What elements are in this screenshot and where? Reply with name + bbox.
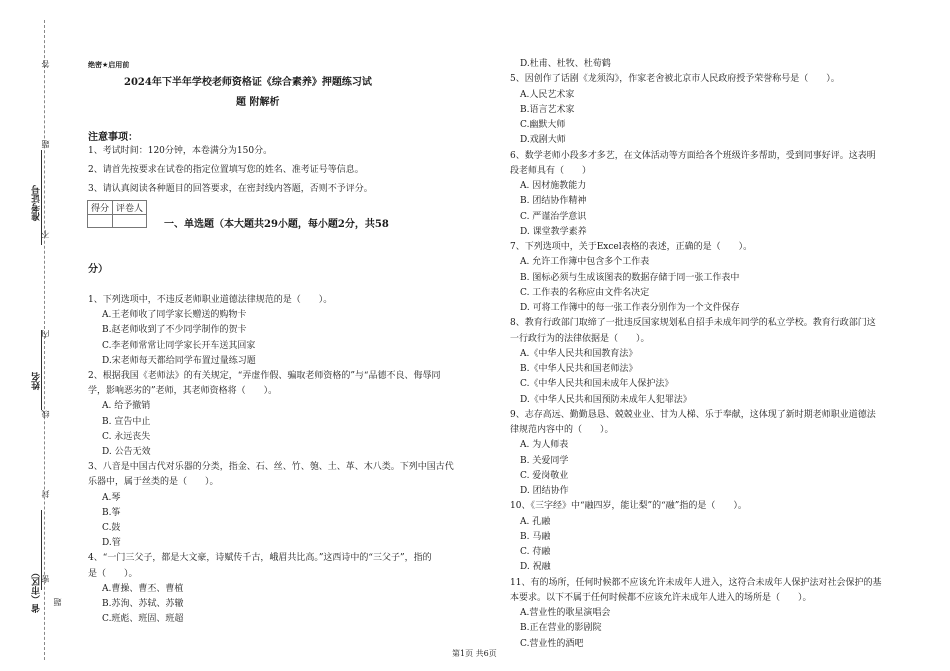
answer-option[interactable]: B.正在营业的影剧院 — [520, 623, 602, 634]
answer-option[interactable]: B. 宣告中止 — [102, 416, 151, 427]
seal-char: 不 — [41, 230, 50, 238]
answer-option[interactable]: B. 关爱同学 — [520, 455, 569, 466]
answer-option[interactable]: C.鼓 — [102, 523, 121, 533]
page-footer: 第1页 共6页 — [452, 649, 497, 658]
answer-option[interactable]: B.苏洵、苏轼、苏辙 — [102, 599, 184, 609]
answer-option[interactable]: B.筝 — [102, 507, 121, 518]
name-label: 姓名 — [32, 372, 42, 390]
question-stem: 是（ ）。 — [88, 568, 138, 579]
answer-no-field — [41, 150, 42, 245]
province-field — [41, 510, 42, 590]
answer-option[interactable]: A.曹操、曹丕、曹植 — [102, 583, 184, 594]
seal-char: 线 — [41, 410, 50, 418]
answer-option[interactable]: B. 马融 — [520, 531, 551, 542]
answer-option[interactable]: A. 因材施教能力 — [520, 181, 587, 191]
answer-option[interactable]: C.《中华人民共和国未成年人保护法》 — [520, 379, 674, 390]
answer-option[interactable]: A.琴 — [102, 492, 121, 503]
question-stem: 乐器中，属于丝类的是（ ）。 — [88, 477, 219, 488]
question-stem: 2、根据我国《老师法》的有关规定，“弄虚作假、骗取老师资格的”与“品德不良、侮辱同 — [88, 371, 441, 381]
answer-option[interactable]: B.语言艺术家 — [520, 104, 575, 115]
answer-option[interactable]: A.王老师收了同学家长赠送的购物卡 — [102, 310, 247, 321]
question-stem: 一行政行为的法律依据是（ ）。 — [510, 333, 650, 344]
seal-char: 封 — [41, 490, 50, 498]
seal-char: 答 — [41, 60, 50, 68]
question-stem: 律规范内容中的（ ）。 — [510, 425, 614, 435]
seal-char: 题 — [53, 598, 62, 606]
answer-option[interactable]: D. 公告无效 — [102, 447, 151, 457]
seal-char: 内 — [41, 330, 50, 338]
answer-option[interactable]: C. 永远丧失 — [102, 431, 151, 442]
answer-option[interactable]: C. 工作表的名称应由文件名决定 — [520, 287, 650, 298]
question-stem: 7、下列选项中，关于Excel表格的表述，正确的是（ ）。 — [510, 242, 753, 252]
section-heading: 一、单选题（本大题共29小题，每小题2分，共58 — [164, 219, 389, 230]
province-label: 省（市区） — [32, 568, 42, 613]
question-stem: 8、教育行政部门取缔了一批违反国家规划私自招手未成年同学的私立学校。教育行政部门这 — [510, 318, 876, 329]
grader-label: 评卷人 — [113, 201, 147, 215]
answer-option[interactable]: A. 孔融 — [520, 516, 551, 527]
answer-option[interactable]: C. 苻融 — [520, 547, 551, 557]
grader-cell[interactable] — [113, 215, 147, 228]
answer-option[interactable]: A. 为人师表 — [520, 440, 569, 451]
notice-item: 3、请认真阅读各种题目的回答要求，在密封线内答题，否则不予评分。 — [88, 184, 373, 194]
page-title-cont: 题 附解析 — [236, 97, 280, 108]
answer-option[interactable]: A.营业性的歌星演唱会 — [520, 608, 611, 618]
answer-option[interactable]: C.幽默大师 — [520, 120, 566, 130]
answer-option[interactable]: C.李老师常常让同学家长开车送其回家 — [102, 340, 256, 351]
question-stem: 段老师具有（ ） — [510, 165, 592, 176]
answer-option[interactable]: B. 图标必须与生成该图表的数据存储于同一张工作表中 — [520, 272, 740, 283]
answer-option[interactable]: D. 祝融 — [520, 562, 551, 573]
question-stem: 学，影响恶劣的”老师，其老师资格将（ ）。 — [88, 386, 278, 397]
answer-option[interactable]: A.《中华人民共和国教育法》 — [520, 348, 638, 359]
notice-item: 2、请首先按要求在试卷的指定位置填写您的姓名、准考证号等信息。 — [88, 165, 364, 175]
notice-item: 1、考试时间：120分钟，本卷满分为150分。 — [88, 146, 273, 156]
answer-option[interactable]: D.杜甫、杜牧、杜荀鹤 — [520, 59, 611, 69]
seal-dashed-line — [44, 20, 45, 660]
answer-option[interactable]: C.营业性的酒吧 — [520, 638, 584, 649]
section-heading-cont: 分） — [88, 264, 108, 275]
answer-option[interactable]: D.《中华人民共和国预防未成年人犯罪法》 — [520, 394, 692, 405]
answer-option[interactable]: A. 允许工作簿中包含多个工作表 — [520, 257, 650, 268]
answer-option[interactable]: D.管 — [102, 538, 121, 549]
answer-option[interactable]: A. 给予撤销 — [102, 401, 151, 412]
answer-option[interactable]: D.戏剧大师 — [520, 135, 566, 146]
question-stem: 3、八音是中国古代对乐器的分类，指金、石、丝、竹、匏、土、革、木八类。下列中国古代 — [88, 462, 454, 473]
secret-label: 绝密★启用前 — [88, 61, 130, 69]
answer-option[interactable]: C. 严谨治学意识 — [520, 211, 587, 222]
answer-option[interactable]: C. 爱岗敬业 — [520, 470, 569, 481]
answer-option[interactable]: D. 团结协作 — [520, 486, 569, 496]
page-title: 2024年下半年学校老师资格证《综合素养》押题练习试 — [124, 77, 372, 88]
answer-option[interactable]: D.宋老师每天都给同学布置过量练习题 — [102, 355, 256, 366]
score-cell[interactable] — [88, 215, 113, 228]
question-stem: 11、有的场所，任何时候都不应该允许未成年人进入，这符合未成年人保护法对社会保护的基 — [510, 577, 882, 588]
answer-option[interactable]: B.赵老师收到了不少同学制作的贺卡 — [102, 325, 247, 336]
name-field — [41, 330, 42, 410]
answer-option[interactable]: D. 课堂教学素养 — [520, 226, 587, 237]
question-stem: 6、数学老师小段多才多艺，在文体活动等方面给各个班级许多帮助，受到同事好评。这表明 — [510, 150, 876, 161]
answer-no-label: 准考证号 — [32, 185, 42, 221]
question-stem: 5、因创作了话剧《龙须沟》，作家老舍被北京市人民政府授予荣誉称号是（ ）。 — [510, 74, 840, 85]
question-stem: 1、下列选项中，不违反老师职业道德法律规范的是（ ）。 — [88, 295, 333, 305]
score-label: 得分 — [88, 201, 113, 215]
answer-option[interactable]: C.班彪、班固、班超 — [102, 614, 184, 625]
score-box — [87, 200, 147, 228]
seal-char: 题 — [41, 140, 50, 148]
question-stem: 10、《三字经》中“融四岁，能让梨”的“融”指的是（ ）。 — [510, 501, 747, 512]
answer-option[interactable]: A.人民艺术家 — [520, 89, 575, 100]
answer-option[interactable]: D. 可将工作簿中的每一张工作表分别作为一个文件保存 — [520, 303, 740, 313]
answer-option[interactable]: B. 团结协作精神 — [520, 196, 587, 207]
seal-char: 密 — [41, 575, 50, 583]
question-stem: 本要求。以下不属于任何时候都不应该允许未成年人进入的场所是（ ）。 — [510, 592, 812, 603]
answer-option[interactable]: B.《中华人民共和国老师法》 — [520, 364, 638, 374]
question-stem: 4、“一门三父子，都是大文豪，诗赋传千古，峨眉共比高。”这西诗中的“三父子”，指的 — [88, 553, 432, 564]
notice-heading: 注意事项： — [88, 132, 138, 143]
question-stem: 9、志存高远、勤勤恳恳、兢兢业业、甘为人梯、乐于奉献，这体现了新时期老师职业道德法 — [510, 409, 876, 420]
